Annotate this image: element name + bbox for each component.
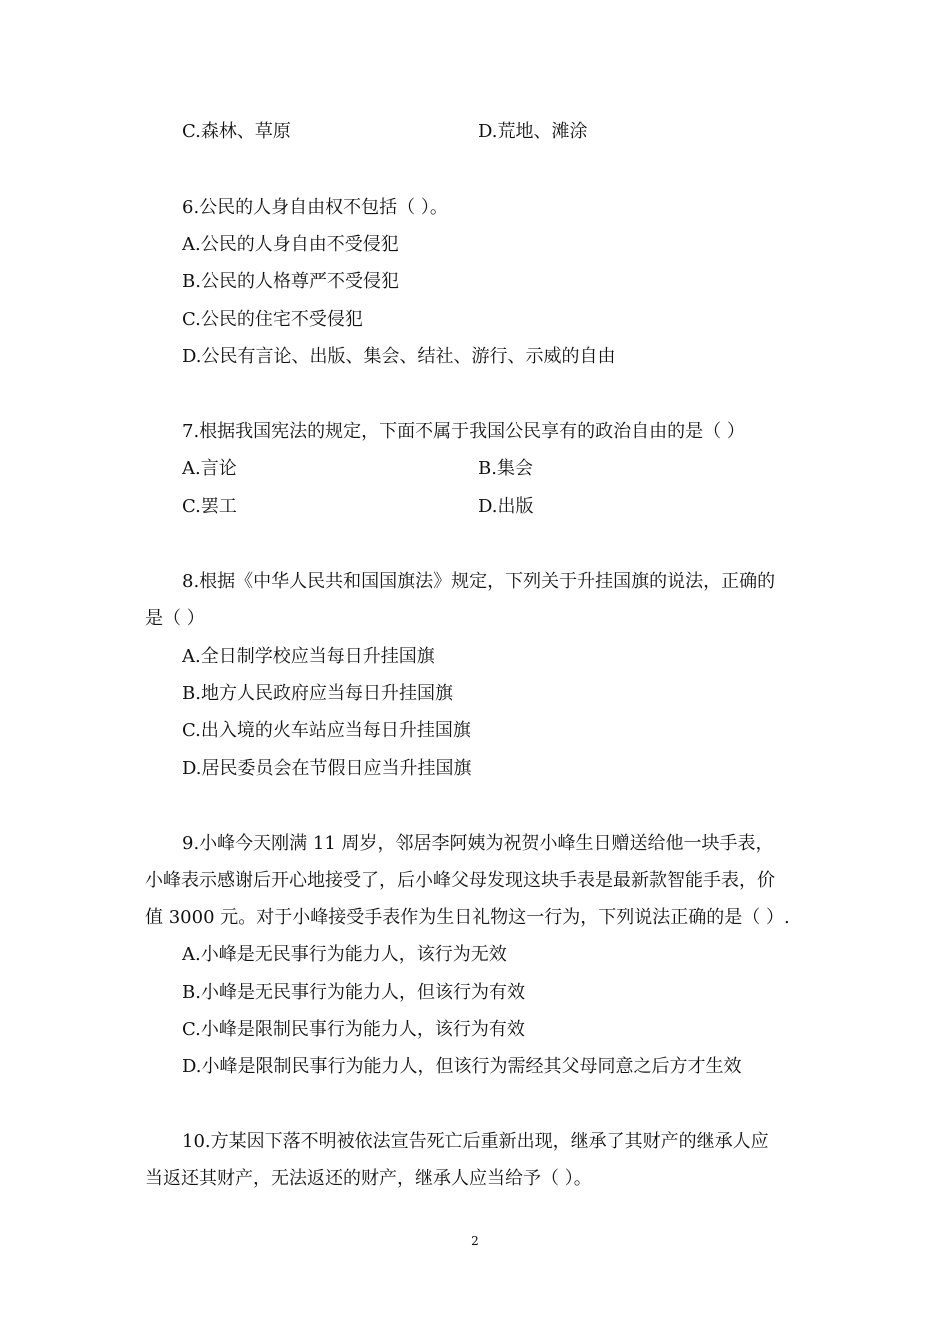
q7-option-a: A.言论	[182, 458, 237, 479]
q5-option-c: C.森林、草原	[182, 121, 291, 142]
q6-option-b: B.公民的人格尊严不受侵犯	[182, 271, 399, 292]
q9-option-c: C.小峰是限制民事行为能力人，该行为有效	[182, 1019, 525, 1040]
q8-option-b: B.地方人民政府应当每日升挂国旗	[182, 683, 453, 704]
q6-option-c: C.公民的住宅不受侵犯	[182, 309, 363, 330]
q9-option-a: A.小峰是无民事行为能力人，该行为无效	[182, 944, 507, 965]
page-number: 2	[471, 1234, 479, 1248]
q9-option-b: B.小峰是无民事行为能力人，但该行为有效	[182, 982, 525, 1003]
q7-stem: 7.根据我国宪法的规定，下面不属于我国公民享有的政治自由的是（ ）	[182, 421, 745, 442]
q7-option-c: C.罢工	[182, 496, 237, 517]
q8-option-c: C.出入境的火车站应当每日升挂国旗	[182, 720, 471, 741]
q9-option-d: D.小峰是限制民事行为能力人，但该行为需经其父母同意之后方才生效	[182, 1056, 742, 1077]
q9-stem-line2: 小峰表示感谢后开心地接受了，后小峰父母发现这块手表是最新款智能手表，价	[145, 870, 775, 891]
q6-option-d: D.公民有言论、出版、集会、结社、游行、示威的自由	[182, 346, 616, 367]
q8-stem-line1: 8.根据《中华人民共和国国旗法》规定，下列关于升挂国旗的说法，正确的	[182, 571, 776, 592]
q8-option-a: A.全日制学校应当每日升挂国旗	[182, 646, 435, 667]
q9-stem-line1: 9.小峰今天刚满 11 周岁，邻居李阿姨为祝贺小峰生日赠送给他一块手表，	[182, 833, 774, 854]
q6-option-a: A.公民的人身自由不受侵犯	[182, 234, 399, 255]
q10-stem-line2: 当返还其财产，无法返还的财产，继承人应当给予（ ）。	[145, 1168, 592, 1189]
q7-option-b: B.集会	[478, 458, 533, 479]
q9-stem-line3: 值 3000 元。对于小峰接受手表作为生日礼物这一行为，下列说法正确的是（ ）.	[145, 907, 790, 928]
q8-stem-line2: 是（ ）	[145, 608, 205, 629]
q10-stem-line1: 10.方某因下落不明被依法宣告死亡后重新出现，继承了其财产的继承人应	[182, 1131, 769, 1152]
q8-option-d: D.居民委员会在节假日应当升挂国旗	[182, 758, 472, 779]
q7-option-d: D.出版	[478, 496, 534, 517]
q6-stem: 6.公民的人身自由权不包括（ ）。	[182, 197, 448, 218]
q5-option-d: D.荒地、滩涂	[478, 121, 588, 142]
